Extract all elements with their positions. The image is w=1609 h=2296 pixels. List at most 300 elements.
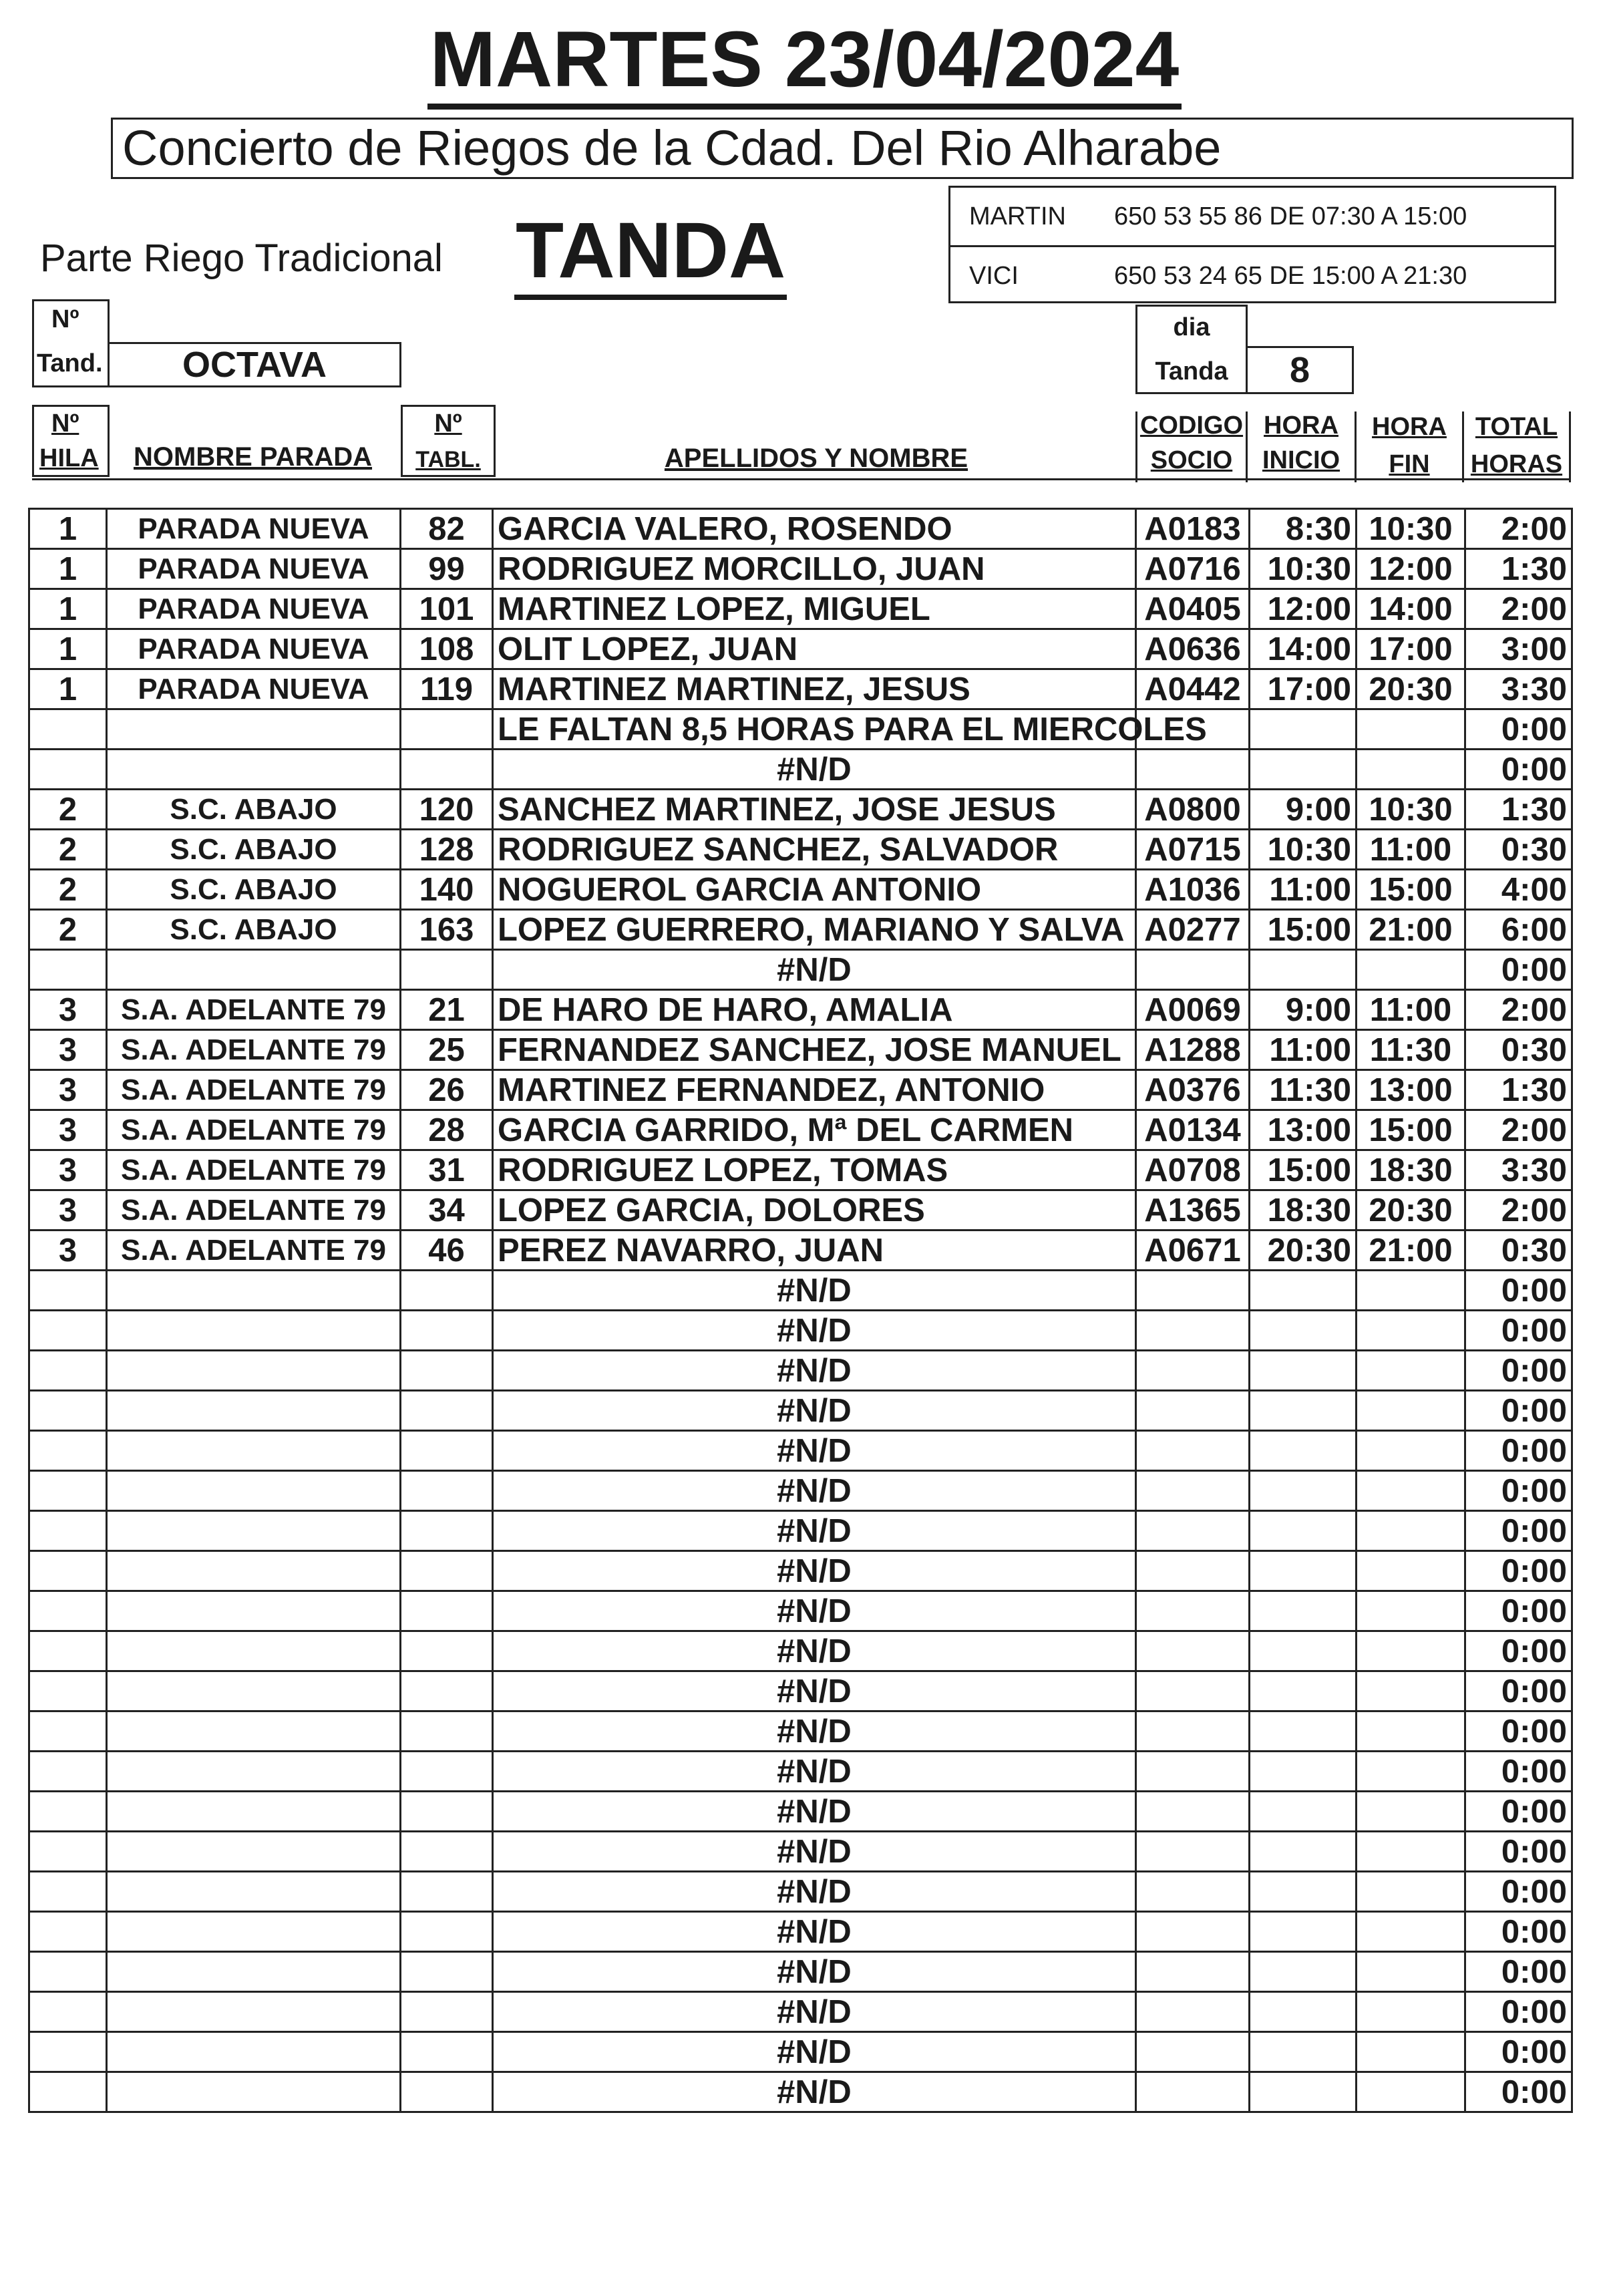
cell-parada: S.A. ADELANTE 79 bbox=[107, 1110, 401, 1150]
cell-tabl bbox=[401, 1551, 493, 1591]
cell-tabl bbox=[401, 1391, 493, 1431]
cell-socio bbox=[1136, 1912, 1250, 1952]
cell-total: 0:30 bbox=[1465, 830, 1572, 870]
n-tand-label-1: Nº bbox=[51, 305, 79, 333]
cell-socio: A0134 bbox=[1136, 1110, 1250, 1150]
cell-nombre: #N/D bbox=[493, 1631, 1136, 1671]
header-inicio-2: INICIO bbox=[1262, 446, 1340, 474]
cell-fin bbox=[1357, 1912, 1465, 1952]
cell-total: 0:00 bbox=[1465, 1752, 1572, 1792]
cell-total: 0:00 bbox=[1465, 750, 1572, 790]
header-socio bbox=[1135, 412, 1248, 482]
cell-hila: 2 bbox=[29, 830, 107, 870]
table-row bbox=[29, 1752, 1572, 1792]
cell-fin: 21:00 bbox=[1357, 1231, 1465, 1271]
cell-socio: A0405 bbox=[1136, 589, 1250, 629]
cell-total: 0:30 bbox=[1465, 1231, 1572, 1271]
cell-inicio: 11:30 bbox=[1250, 1070, 1357, 1110]
cell-nombre: #N/D bbox=[493, 2032, 1136, 2072]
header-hila-2: HILA bbox=[39, 444, 99, 472]
cell-tabl bbox=[401, 1832, 493, 1872]
table-row bbox=[29, 1391, 1572, 1431]
cell-parada: S.A. ADELANTE 79 bbox=[107, 1030, 401, 1070]
cell-socio bbox=[1136, 1311, 1250, 1351]
table-row bbox=[29, 1190, 1572, 1231]
cell-parada: S.C. ABAJO bbox=[107, 910, 401, 950]
cell-socio bbox=[1136, 1591, 1250, 1631]
cell-hila bbox=[29, 1631, 107, 1671]
header-total bbox=[1464, 412, 1571, 482]
cell-nombre: #N/D bbox=[493, 1792, 1136, 1832]
cell-tabl bbox=[401, 1271, 493, 1311]
cell-parada: S.A. ADELANTE 79 bbox=[107, 1150, 401, 1190]
table-row bbox=[29, 2072, 1572, 2112]
cell-parada bbox=[107, 1752, 401, 1792]
table-row bbox=[29, 549, 1572, 589]
cell-fin bbox=[1357, 950, 1465, 990]
table-row bbox=[29, 1471, 1572, 1511]
cell-hila bbox=[29, 1711, 107, 1752]
cell-nombre: #N/D bbox=[493, 1271, 1136, 1311]
cell-inicio: 14:00 bbox=[1250, 629, 1357, 669]
cell-socio: A0800 bbox=[1136, 790, 1250, 830]
cell-fin: 10:30 bbox=[1357, 790, 1465, 830]
cell-hila bbox=[29, 1752, 107, 1792]
cell-socio bbox=[1136, 950, 1250, 990]
cell-socio bbox=[1136, 1671, 1250, 1711]
cell-hila: 1 bbox=[29, 669, 107, 709]
cell-total: 0:00 bbox=[1465, 1711, 1572, 1752]
cell-hila: 3 bbox=[29, 1070, 107, 1110]
cell-tabl bbox=[401, 1752, 493, 1792]
cell-tabl: 34 bbox=[401, 1190, 493, 1231]
cell-parada: S.A. ADELANTE 79 bbox=[107, 990, 401, 1030]
cell-tabl bbox=[401, 1591, 493, 1631]
cell-hila: 3 bbox=[29, 1231, 107, 1271]
cell-inicio bbox=[1250, 1832, 1357, 1872]
cell-total: 1:30 bbox=[1465, 790, 1572, 830]
cell-socio: A1288 bbox=[1136, 1030, 1250, 1070]
cell-parada: S.C. ABAJO bbox=[107, 790, 401, 830]
cell-tabl bbox=[401, 1872, 493, 1912]
table-row bbox=[29, 1110, 1572, 1150]
cell-fin bbox=[1357, 1591, 1465, 1631]
cell-tabl: 163 bbox=[401, 910, 493, 950]
cell-nombre: GARCIA VALERO, ROSENDO bbox=[493, 509, 1136, 549]
cell-inicio bbox=[1250, 1391, 1357, 1431]
header-nombre: APELLIDOS Y NOMBRE bbox=[664, 444, 968, 473]
contact-name: MARTIN bbox=[969, 202, 1066, 230]
cell-hila: 1 bbox=[29, 549, 107, 589]
cell-hila: 2 bbox=[29, 870, 107, 910]
cell-socio: A0183 bbox=[1136, 509, 1250, 549]
cell-nombre: #N/D bbox=[493, 750, 1136, 790]
cell-parada bbox=[107, 1391, 401, 1431]
cell-fin bbox=[1357, 1511, 1465, 1551]
cell-inicio bbox=[1250, 1992, 1357, 2032]
cell-fin: 21:00 bbox=[1357, 910, 1465, 950]
cell-parada bbox=[107, 709, 401, 750]
cell-nombre: #N/D bbox=[493, 1471, 1136, 1511]
cell-fin bbox=[1357, 1711, 1465, 1752]
cell-inicio bbox=[1250, 1471, 1357, 1511]
cell-fin bbox=[1357, 1671, 1465, 1711]
cell-parada bbox=[107, 2072, 401, 2112]
cell-parada bbox=[107, 1711, 401, 1752]
cell-total: 2:00 bbox=[1465, 1190, 1572, 1231]
table-row bbox=[29, 1832, 1572, 1872]
cell-parada: S.C. ABAJO bbox=[107, 830, 401, 870]
cell-parada: S.A. ADELANTE 79 bbox=[107, 1190, 401, 1231]
cell-parada bbox=[107, 1311, 401, 1351]
table-row bbox=[29, 709, 1572, 750]
cell-parada: PARADA NUEVA bbox=[107, 629, 401, 669]
cell-hila: 3 bbox=[29, 1110, 107, 1150]
cell-nombre: MARTINEZ LOPEZ, MIGUEL bbox=[493, 589, 1136, 629]
cell-tabl: 128 bbox=[401, 830, 493, 870]
cell-inicio bbox=[1250, 2072, 1357, 2112]
header-fin-2: FIN bbox=[1389, 450, 1430, 478]
table-row bbox=[29, 910, 1572, 950]
date-title-text: MARTES 23/04/2024 bbox=[427, 15, 1182, 110]
cell-socio bbox=[1136, 1952, 1250, 1992]
cell-tabl: 25 bbox=[401, 1030, 493, 1070]
cell-hila bbox=[29, 1792, 107, 1832]
cell-socio: A0069 bbox=[1136, 990, 1250, 1030]
cell-total: 0:00 bbox=[1465, 1351, 1572, 1391]
cell-tabl bbox=[401, 709, 493, 750]
cell-hila bbox=[29, 1952, 107, 1992]
cell-socio bbox=[1136, 1551, 1250, 1591]
cell-socio: A0715 bbox=[1136, 830, 1250, 870]
cell-inicio: 13:00 bbox=[1250, 1110, 1357, 1150]
cell-parada: S.A. ADELANTE 79 bbox=[107, 1231, 401, 1271]
cell-parada: PARADA NUEVA bbox=[107, 509, 401, 549]
cell-parada bbox=[107, 1952, 401, 1992]
table-row bbox=[29, 1231, 1572, 1271]
cell-total: 4:00 bbox=[1465, 870, 1572, 910]
cell-socio bbox=[1136, 1631, 1250, 1671]
cell-fin bbox=[1357, 1631, 1465, 1671]
cell-inicio: 12:00 bbox=[1250, 589, 1357, 629]
cell-nombre: #N/D bbox=[493, 1752, 1136, 1792]
cell-fin: 11:00 bbox=[1357, 830, 1465, 870]
cell-fin: 10:30 bbox=[1357, 509, 1465, 549]
cell-socio bbox=[1136, 750, 1250, 790]
table-row bbox=[29, 669, 1572, 709]
cell-total: 0:00 bbox=[1465, 1671, 1572, 1711]
cell-total: 0:00 bbox=[1465, 1832, 1572, 1872]
cell-nombre: #N/D bbox=[493, 1832, 1136, 1872]
cell-inicio bbox=[1250, 1711, 1357, 1752]
table-row bbox=[29, 1711, 1572, 1752]
cell-inicio: 9:00 bbox=[1250, 790, 1357, 830]
cell-socio bbox=[1136, 2032, 1250, 2072]
cell-fin: 11:30 bbox=[1357, 1030, 1465, 1070]
cell-hila: 3 bbox=[29, 1030, 107, 1070]
cell-inicio: 18:30 bbox=[1250, 1190, 1357, 1231]
cell-tabl bbox=[401, 2032, 493, 2072]
table-row bbox=[29, 950, 1572, 990]
cell-total: 0:00 bbox=[1465, 950, 1572, 990]
contact-info: 650 53 24 65 DE 15:00 A 21:30 bbox=[1114, 262, 1467, 290]
cell-fin: 20:30 bbox=[1357, 1190, 1465, 1231]
cell-tabl bbox=[401, 1351, 493, 1391]
cell-parada bbox=[107, 1832, 401, 1872]
cell-hila bbox=[29, 950, 107, 990]
cell-total: 0:00 bbox=[1465, 2072, 1572, 2112]
cell-total: 3:30 bbox=[1465, 1150, 1572, 1190]
cell-total: 0:00 bbox=[1465, 709, 1572, 750]
cell-parada: PARADA NUEVA bbox=[107, 589, 401, 629]
cell-inicio bbox=[1250, 1872, 1357, 1912]
cell-nombre: #N/D bbox=[493, 1431, 1136, 1471]
cell-nombre: #N/D bbox=[493, 1511, 1136, 1551]
cell-fin: 15:00 bbox=[1357, 1110, 1465, 1150]
cell-inicio bbox=[1250, 1591, 1357, 1631]
cell-nombre: RODRIGUEZ LOPEZ, TOMAS bbox=[493, 1150, 1136, 1190]
cell-tabl bbox=[401, 950, 493, 990]
cell-inicio: 20:30 bbox=[1250, 1231, 1357, 1271]
table-row bbox=[29, 1311, 1572, 1351]
cell-hila bbox=[29, 1271, 107, 1311]
cell-parada bbox=[107, 1271, 401, 1311]
cell-fin: 18:30 bbox=[1357, 1150, 1465, 1190]
cell-total: 2:00 bbox=[1465, 1110, 1572, 1150]
cell-parada bbox=[107, 1912, 401, 1952]
cell-total: 0:00 bbox=[1465, 1511, 1572, 1551]
header-inicio bbox=[1248, 412, 1355, 482]
cell-inicio bbox=[1250, 2032, 1357, 2072]
cell-tabl bbox=[401, 1671, 493, 1711]
cell-nombre: NOGUEROL GARCIA ANTONIO bbox=[493, 870, 1136, 910]
header-tabl-1: Nº bbox=[434, 409, 462, 438]
cell-tabl bbox=[401, 1631, 493, 1671]
cell-nombre: #N/D bbox=[493, 2072, 1136, 2112]
cell-total: 1:30 bbox=[1465, 549, 1572, 589]
cell-inicio bbox=[1250, 1431, 1357, 1471]
cell-tabl: 26 bbox=[401, 1070, 493, 1110]
dia-tanda-value: 8 bbox=[1246, 346, 1354, 394]
cell-tabl bbox=[401, 1511, 493, 1551]
cell-nombre: RODRIGUEZ SANCHEZ, SALVADOR bbox=[493, 830, 1136, 870]
cell-total: 0:00 bbox=[1465, 1391, 1572, 1431]
cell-tabl bbox=[401, 2072, 493, 2112]
cell-hila: 1 bbox=[29, 509, 107, 549]
cell-inicio bbox=[1250, 750, 1357, 790]
cell-parada: S.C. ABAJO bbox=[107, 870, 401, 910]
table-row bbox=[29, 1511, 1572, 1551]
table-row bbox=[29, 1431, 1572, 1471]
cell-fin bbox=[1357, 1872, 1465, 1912]
cell-tabl: 82 bbox=[401, 509, 493, 549]
cell-fin bbox=[1357, 1391, 1465, 1431]
cell-fin: 11:00 bbox=[1357, 990, 1465, 1030]
cell-nombre: #N/D bbox=[493, 1992, 1136, 2032]
cell-inicio: 15:00 bbox=[1250, 1150, 1357, 1190]
cell-parada bbox=[107, 1992, 401, 2032]
cell-total: 0:00 bbox=[1465, 1992, 1572, 2032]
cell-total: 0:30 bbox=[1465, 1030, 1572, 1070]
cell-tabl: 119 bbox=[401, 669, 493, 709]
cell-hila bbox=[29, 1311, 107, 1351]
contact-info: 650 53 55 86 DE 07:30 A 15:00 bbox=[1114, 202, 1467, 230]
cell-parada bbox=[107, 1872, 401, 1912]
cell-total: 0:00 bbox=[1465, 1551, 1572, 1591]
cell-fin bbox=[1357, 2032, 1465, 2072]
cell-total: 0:00 bbox=[1465, 2032, 1572, 2072]
table-row bbox=[29, 830, 1572, 870]
cell-nombre: MARTINEZ MARTINEZ, JESUS bbox=[493, 669, 1136, 709]
table-row bbox=[29, 1952, 1572, 1992]
cell-tabl bbox=[401, 1912, 493, 1952]
cell-hila bbox=[29, 1511, 107, 1551]
cell-inicio bbox=[1250, 1792, 1357, 1832]
cell-fin bbox=[1357, 1792, 1465, 1832]
cell-fin: 12:00 bbox=[1357, 549, 1465, 589]
cell-inicio bbox=[1250, 1912, 1357, 1952]
cell-hila bbox=[29, 1551, 107, 1591]
cell-inicio: 8:30 bbox=[1250, 509, 1357, 549]
cell-tabl bbox=[401, 1992, 493, 2032]
cell-hila: 3 bbox=[29, 1190, 107, 1231]
cell-hila bbox=[29, 1431, 107, 1471]
cell-inicio: 17:00 bbox=[1250, 669, 1357, 709]
cell-fin bbox=[1357, 1952, 1465, 1992]
cell-hila bbox=[29, 1351, 107, 1391]
table-row bbox=[29, 1992, 1572, 2032]
cell-fin bbox=[1357, 1752, 1465, 1792]
cell-tabl: 101 bbox=[401, 589, 493, 629]
cell-fin bbox=[1357, 1832, 1465, 1872]
header-tabl bbox=[401, 405, 496, 477]
cell-tabl bbox=[401, 1952, 493, 1992]
parte-label: Parte Riego Tradicional bbox=[40, 236, 443, 280]
cell-fin bbox=[1357, 1431, 1465, 1471]
cell-inicio bbox=[1250, 1752, 1357, 1792]
header-fin bbox=[1355, 412, 1464, 482]
tand-value: OCTAVA bbox=[108, 342, 401, 387]
cell-inicio: 10:30 bbox=[1250, 830, 1357, 870]
cell-inicio bbox=[1250, 1351, 1357, 1391]
header-hila bbox=[32, 405, 110, 477]
table-row bbox=[29, 1912, 1572, 1952]
cell-hila bbox=[29, 1391, 107, 1431]
cell-total: 3:30 bbox=[1465, 669, 1572, 709]
cell-tabl bbox=[401, 1792, 493, 1832]
table-row bbox=[29, 1792, 1572, 1832]
cell-socio bbox=[1136, 1471, 1250, 1511]
cell-inicio bbox=[1250, 1511, 1357, 1551]
cell-socio bbox=[1136, 1711, 1250, 1752]
table-row bbox=[29, 1030, 1572, 1070]
table-row bbox=[29, 1671, 1572, 1711]
cell-parada bbox=[107, 1551, 401, 1591]
cell-hila bbox=[29, 1872, 107, 1912]
cell-parada bbox=[107, 2032, 401, 2072]
cell-tabl bbox=[401, 1431, 493, 1471]
cell-fin: 13:00 bbox=[1357, 1070, 1465, 1110]
subtitle-text: Concierto de Riegos de la Cdad. Del Rio Alharabe bbox=[122, 120, 1222, 176]
cell-socio: A0636 bbox=[1136, 629, 1250, 669]
cell-tabl: 28 bbox=[401, 1110, 493, 1150]
header-fin-1: HORA bbox=[1372, 413, 1447, 441]
cell-parada bbox=[107, 1431, 401, 1471]
cell-parada bbox=[107, 1471, 401, 1511]
table-row bbox=[29, 870, 1572, 910]
dia-tanda-label: Tanda bbox=[1155, 357, 1228, 385]
header-total-1: TOTAL bbox=[1475, 413, 1558, 441]
cell-nombre: LE FALTAN 8,5 HORAS PARA EL MIERCOLES bbox=[493, 709, 1136, 750]
cell-socio bbox=[1136, 1872, 1250, 1912]
cell-nombre: FERNANDEZ SANCHEZ, JOSE MANUEL bbox=[493, 1030, 1136, 1070]
table-row bbox=[29, 629, 1572, 669]
cell-fin bbox=[1357, 1311, 1465, 1351]
table-body bbox=[29, 509, 1572, 2112]
table-row bbox=[29, 1150, 1572, 1190]
cell-fin: 17:00 bbox=[1357, 629, 1465, 669]
cell-tabl: 99 bbox=[401, 549, 493, 589]
cell-nombre: OLIT LOPEZ, JUAN bbox=[493, 629, 1136, 669]
cell-socio: A0376 bbox=[1136, 1070, 1250, 1110]
cell-total: 0:00 bbox=[1465, 1471, 1572, 1511]
cell-total: 0:00 bbox=[1465, 1311, 1572, 1351]
header-divider bbox=[32, 478, 1571, 480]
cell-fin bbox=[1357, 750, 1465, 790]
cell-socio bbox=[1136, 1792, 1250, 1832]
cell-socio bbox=[1136, 1351, 1250, 1391]
cell-inicio bbox=[1250, 1271, 1357, 1311]
cell-total: 0:00 bbox=[1465, 1952, 1572, 1992]
cell-inicio: 10:30 bbox=[1250, 549, 1357, 589]
cell-total: 2:00 bbox=[1465, 990, 1572, 1030]
table-row bbox=[29, 589, 1572, 629]
cell-hila: 1 bbox=[29, 589, 107, 629]
cell-tabl bbox=[401, 1471, 493, 1511]
table-row bbox=[29, 1631, 1572, 1671]
cell-total: 0:00 bbox=[1465, 1271, 1572, 1311]
cell-socio bbox=[1136, 1992, 1250, 2032]
cell-hila bbox=[29, 1832, 107, 1872]
cell-nombre: LOPEZ GARCIA, DOLORES bbox=[493, 1190, 1136, 1231]
header-parada: NOMBRE PARADA bbox=[134, 442, 373, 472]
cell-inicio bbox=[1250, 1631, 1357, 1671]
cell-hila bbox=[29, 1471, 107, 1511]
cell-total: 6:00 bbox=[1465, 910, 1572, 950]
header-socio-1: CODIGO bbox=[1139, 412, 1244, 440]
cell-inicio bbox=[1250, 1952, 1357, 1992]
cell-fin bbox=[1357, 1351, 1465, 1391]
cell-inicio bbox=[1250, 709, 1357, 750]
cell-hila bbox=[29, 1912, 107, 1952]
cell-fin bbox=[1357, 709, 1465, 750]
cell-total: 2:00 bbox=[1465, 509, 1572, 549]
cell-total: 0:00 bbox=[1465, 1792, 1572, 1832]
cell-inicio: 9:00 bbox=[1250, 990, 1357, 1030]
cell-hila bbox=[29, 1671, 107, 1711]
header-total-2: HORAS bbox=[1470, 450, 1563, 478]
cell-total: 0:00 bbox=[1465, 1591, 1572, 1631]
cell-inicio: 11:00 bbox=[1250, 870, 1357, 910]
header-socio-2: SOCIO bbox=[1150, 446, 1233, 474]
table-row bbox=[29, 2032, 1572, 2072]
table-row bbox=[29, 1591, 1572, 1631]
cell-total: 3:00 bbox=[1465, 629, 1572, 669]
cell-total: 0:00 bbox=[1465, 1912, 1572, 1952]
header-tabl-2: TABL. bbox=[415, 447, 481, 472]
cell-total: 1:30 bbox=[1465, 1070, 1572, 1110]
cell-nombre: SANCHEZ MARTINEZ, JOSE JESUS bbox=[493, 790, 1136, 830]
